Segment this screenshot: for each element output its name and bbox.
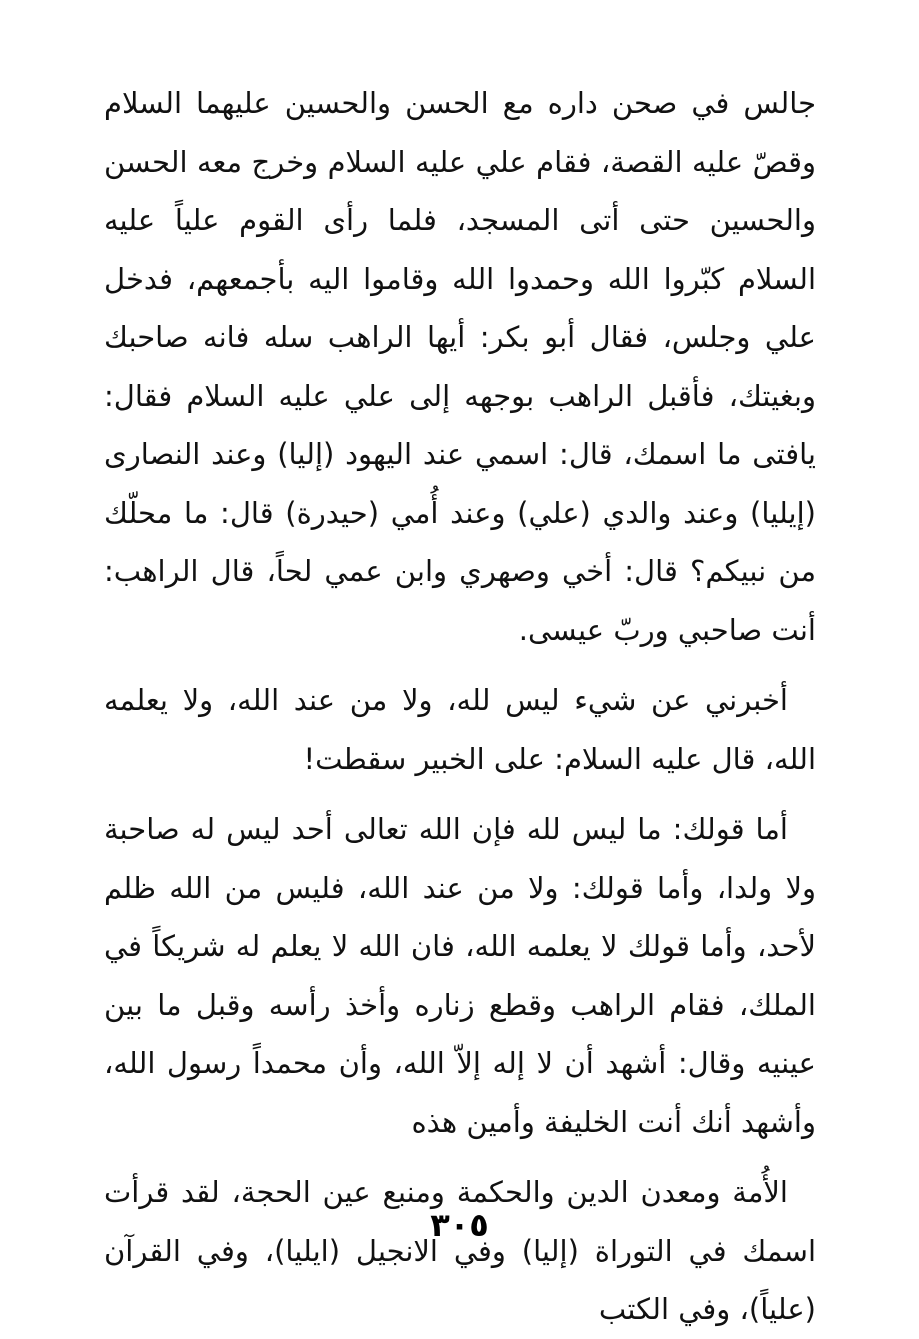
paragraph-2: أخبرني عن شيء ليس لله، ولا من عند الله، ولا يعلمه الله، قال عليه السلام: على الخبير سقطت! — [104, 683, 816, 776]
paragraph-4: الأُمة ومعدن الدين والحكمة ومنبع عين الحجة، لقد قرأت اسمك في التوراة (إليا) وفي الانجيل (ايليا)، وفي القرآن (علياً)، وفي الكتب — [104, 1175, 816, 1326]
paragraph-spacer — [104, 788, 816, 800]
paragraph-1: جالس في صحن داره مع الحسن والحسين عليهما السلام وقصّ عليه القصة، فقام علي عليه السلام وخرج معه الحسن والحسين حتى أتى المسجد، فلما رأى القوم علياً عليه السلام كبّروا الله وحمدوا الله وقاموا اليه بأجمعهم، فدخل علي وجلس، فقال أبو بكر: أيها الراهب سله فانه صاحبك وبغيتك، فأقبل الراهب بوجهه إلى علي عليه السلام فقال: يافتى ما اسمك، قال: اسمي عند اليهود (إليا) وعند النصارى (إيليا) وعند والدي (علي) وعند أُمي (حيدرة) قال: ما محلّك من نبيكم؟ قال: أخي وصهري وابن عمي لحاً، قال الراهب: أنت صاحبي وربّ عيسى. — [104, 86, 816, 647]
paragraph-spacer — [104, 1151, 816, 1163]
paragraph-3: أما قولك: ما ليس لله فإن الله تعالى أحد ليس له صاحبة ولا ولدا، وأما قولك: ولا من عند الله، فليس من الله ظلم لأحد، وأما قولك لا يعلمه الله، فان الله لا يعلم له شريكاً في الملك، فقام الراهب وقطع زناره وأخذ رأسه وقبل ما بين عينيه وقال: أشهد أن لا إله إلاّ الله، وأن محمداً رسول الله، وأشهد أنك أنت الخليفة وأمين هذه — [104, 812, 816, 1139]
page-body — [104, 74, 816, 1339]
paragraph-spacer — [104, 659, 816, 671]
page-number: ٣٠٥ — [430, 1206, 489, 1244]
